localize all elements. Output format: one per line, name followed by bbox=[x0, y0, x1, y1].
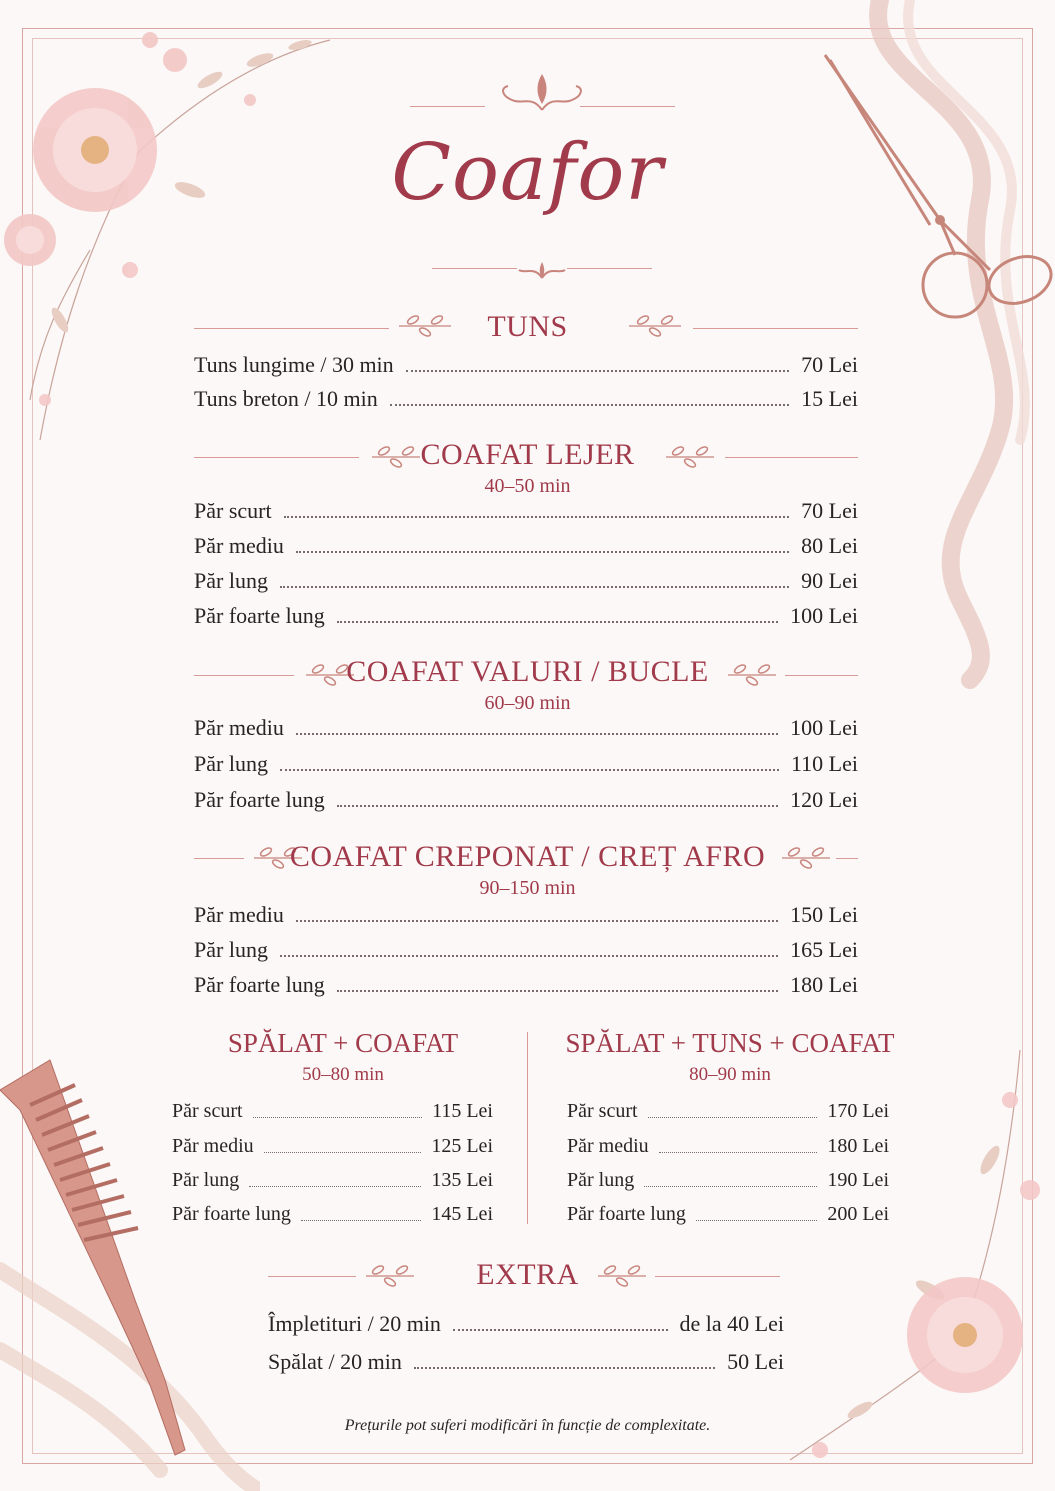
section-duration: 40–50 min bbox=[484, 475, 571, 497]
footer-note: Prețurile pot suferi modificări în funcție de complexitate. bbox=[344, 1417, 711, 1434]
service-price: 100 Lei bbox=[790, 715, 858, 740]
service-price: 165 Lei bbox=[790, 937, 858, 962]
service-label: Tuns breton / 10 min bbox=[194, 386, 378, 411]
price-row bbox=[194, 972, 858, 998]
price-row bbox=[194, 787, 858, 813]
service-label: Păr mediu bbox=[194, 715, 284, 740]
price-row bbox=[268, 1311, 784, 1337]
service-label: Păr lung bbox=[194, 568, 268, 593]
title-ornament-line-right-bottom bbox=[567, 268, 652, 269]
service-label: Păr lung bbox=[172, 1169, 240, 1191]
service-price: 125 Lei bbox=[431, 1135, 493, 1157]
section-duration: 80–90 min bbox=[689, 1064, 771, 1085]
section-title-spalat-coafat: SPĂLAT + COAFAT bbox=[227, 1028, 459, 1058]
price-row bbox=[172, 1099, 493, 1123]
price-row bbox=[172, 1134, 493, 1158]
price-row bbox=[194, 386, 858, 412]
service-price: 110 Lei bbox=[791, 751, 858, 776]
service-label: Tuns lungime / 30 min bbox=[194, 352, 394, 377]
section-title-spalat-tuns-coafat: SPĂLAT + TUNS + COAFAT bbox=[565, 1028, 895, 1058]
price-row bbox=[194, 937, 858, 963]
service-price: 190 Lei bbox=[827, 1169, 889, 1191]
section-duration: 60–90 min bbox=[484, 692, 571, 714]
service-label: Păr foarte lung bbox=[194, 603, 325, 628]
price-row bbox=[194, 568, 858, 594]
price-row bbox=[268, 1349, 784, 1375]
service-price: 90 Lei bbox=[801, 568, 858, 593]
service-label: Păr mediu bbox=[194, 902, 284, 927]
service-label: Împletituri / 20 min bbox=[268, 1311, 441, 1336]
section-duration: 90–150 min bbox=[479, 877, 576, 899]
price-row bbox=[194, 751, 858, 777]
price-row bbox=[567, 1168, 889, 1192]
flourish-icon bbox=[492, 70, 592, 115]
service-label: Păr foarte lung bbox=[194, 972, 325, 997]
service-label: Păr scurt bbox=[567, 1100, 638, 1122]
section-title-extra: EXTRA bbox=[476, 1258, 579, 1291]
section-title-lejer: COAFAT LEJER bbox=[420, 438, 635, 471]
service-label: Spălat / 20 min bbox=[268, 1349, 402, 1374]
service-price: 70 Lei bbox=[801, 352, 858, 377]
section-title-creponat: COAFAT CREPONAT / CREȚ AFRO bbox=[289, 840, 766, 873]
price-row bbox=[172, 1168, 493, 1192]
title-ornament-line-left bbox=[410, 106, 485, 107]
service-price: 180 Lei bbox=[827, 1135, 889, 1157]
service-price: 100 Lei bbox=[790, 603, 858, 628]
service-price: 200 Lei bbox=[827, 1203, 889, 1225]
service-price: 150 Lei bbox=[790, 902, 858, 927]
title-ornament-line-right bbox=[580, 106, 675, 107]
price-row bbox=[194, 352, 858, 378]
flourish-icon bbox=[515, 258, 569, 284]
section-title-tuns: TUNS bbox=[487, 310, 568, 343]
service-price: 70 Lei bbox=[801, 498, 858, 523]
column-divider bbox=[527, 1032, 528, 1224]
service-price: 170 Lei bbox=[827, 1100, 889, 1122]
service-price: 135 Lei bbox=[431, 1169, 493, 1191]
price-row bbox=[194, 603, 858, 629]
price-row bbox=[567, 1202, 889, 1226]
service-price: 80 Lei bbox=[801, 533, 858, 558]
service-label: Păr foarte lung bbox=[194, 787, 325, 812]
service-price: 145 Lei bbox=[431, 1203, 493, 1225]
title-ornament-line-left-bottom bbox=[432, 268, 517, 269]
price-row bbox=[194, 533, 858, 559]
service-price: 15 Lei bbox=[801, 386, 858, 411]
service-label: Păr foarte lung bbox=[172, 1203, 291, 1225]
service-label: Păr foarte lung bbox=[567, 1203, 686, 1225]
section-duration: 50–80 min bbox=[302, 1064, 384, 1085]
price-row bbox=[567, 1099, 889, 1123]
service-label: Păr mediu bbox=[567, 1135, 649, 1157]
price-row bbox=[194, 498, 858, 524]
service-price: 180 Lei bbox=[790, 972, 858, 997]
service-price: 120 Lei bbox=[790, 787, 858, 812]
service-label: Păr scurt bbox=[172, 1100, 243, 1122]
price-row bbox=[194, 715, 858, 741]
price-row bbox=[567, 1134, 889, 1158]
price-row bbox=[194, 902, 858, 928]
service-label: Păr mediu bbox=[194, 533, 284, 558]
price-row bbox=[172, 1202, 493, 1226]
service-price: de la 40 Lei bbox=[679, 1311, 784, 1336]
service-label: Păr lung bbox=[567, 1169, 635, 1191]
service-price: 50 Lei bbox=[727, 1349, 784, 1374]
page-title: Coafor bbox=[391, 128, 664, 218]
service-label: Păr lung bbox=[194, 751, 268, 776]
service-label: Păr lung bbox=[194, 937, 268, 962]
service-price: 115 Lei bbox=[432, 1100, 493, 1122]
service-label: Păr scurt bbox=[194, 498, 272, 523]
service-label: Păr mediu bbox=[172, 1135, 254, 1157]
section-title-valuri: COAFAT VALURI / BUCLE bbox=[346, 655, 709, 688]
